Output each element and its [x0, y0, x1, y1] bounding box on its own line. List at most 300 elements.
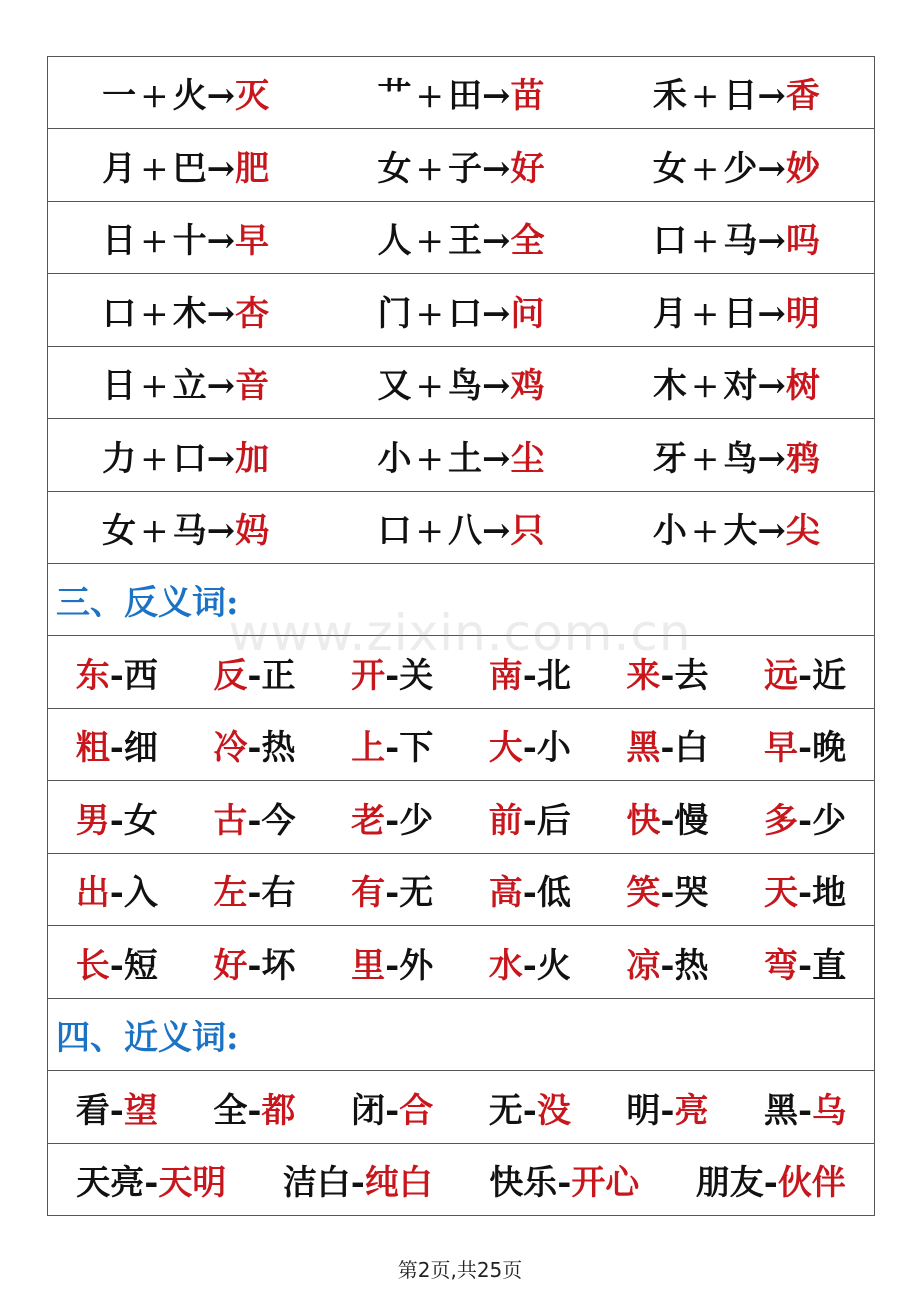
- synonym-word-a: 黑: [764, 1090, 799, 1131]
- dash: -: [109, 800, 124, 841]
- result-character: 音: [235, 366, 270, 406]
- page-footer: 第2页,共25页: [397, 1258, 523, 1282]
- synonym-word-a: 闭: [351, 1090, 386, 1131]
- antonym-word-a: 凉: [626, 945, 661, 986]
- arrow-sign: →: [206, 366, 236, 406]
- dash: -: [522, 800, 537, 841]
- combination-row: [48, 202, 874, 274]
- antonym-word-a: 出: [75, 873, 110, 913]
- antonym-word-b: 西: [123, 655, 158, 696]
- antonym-pair: [186, 720, 324, 769]
- dash: -: [385, 728, 400, 768]
- part-a: 禾: [652, 76, 687, 116]
- plus-sign: +: [690, 511, 720, 551]
- dash: -: [350, 1163, 365, 1203]
- part-a: 木: [652, 366, 687, 406]
- plus-sign: +: [140, 511, 169, 551]
- antonym-row: [48, 781, 874, 854]
- part-b: 火: [172, 76, 207, 116]
- part-b: 对: [723, 366, 758, 406]
- dash: -: [109, 655, 124, 696]
- combination-cell: [599, 213, 874, 262]
- arrow-sign: →: [481, 438, 511, 479]
- dash: -: [109, 873, 124, 913]
- dash: -: [522, 1090, 537, 1131]
- antonym-word-a: 男: [75, 800, 110, 841]
- antonym-word-b: 少: [399, 800, 434, 841]
- result-character: 肥: [235, 148, 270, 189]
- antonym-word-b: 外: [399, 945, 434, 986]
- result-character: 好: [510, 148, 545, 189]
- part-b: 十: [172, 221, 207, 261]
- synonym-pair: [668, 1155, 875, 1204]
- part-a: 人: [377, 221, 412, 261]
- combination-row: [48, 347, 874, 419]
- antonym-row: [48, 636, 874, 709]
- synonym-word-b: 都: [261, 1090, 296, 1131]
- dash: -: [109, 728, 124, 768]
- combination-cell: [323, 213, 598, 262]
- dash: -: [798, 1090, 813, 1131]
- plus-sign: +: [415, 148, 444, 189]
- combination-cell: [48, 286, 323, 335]
- part-a: 牙: [652, 438, 687, 479]
- plus-sign: +: [140, 438, 169, 479]
- combination-cell: [599, 68, 874, 117]
- part-b: 立: [172, 366, 207, 406]
- antonym-word-a: 左: [213, 873, 248, 913]
- result-character: 妙: [785, 148, 820, 189]
- synonym-pair: [48, 1083, 186, 1132]
- dash: -: [385, 945, 400, 986]
- antonym-word-a: 好: [213, 945, 248, 986]
- part-a: 小: [377, 438, 412, 479]
- part-a: 口: [652, 221, 687, 261]
- synonym-word-b: 天明: [158, 1163, 227, 1203]
- arrow-sign: →: [757, 511, 786, 551]
- antonym-word-a: 快: [626, 800, 661, 841]
- antonym-pair: [461, 720, 599, 769]
- antonym-word-b: 火: [536, 945, 571, 986]
- antonym-word-b: 细: [123, 728, 158, 768]
- combination-cell: [48, 503, 323, 552]
- result-character: 尘: [510, 438, 545, 479]
- result-character: 苗: [510, 76, 545, 116]
- synonym-word-b: 开心: [571, 1163, 640, 1203]
- synonym-word-a: 快乐: [489, 1163, 558, 1203]
- synonym-word-a: 明: [626, 1090, 661, 1131]
- antonym-pair: [48, 648, 186, 697]
- result-character: 明: [785, 293, 820, 334]
- antonym-word-b: 哭: [674, 873, 709, 913]
- antonym-word-a: 天: [764, 873, 799, 913]
- plus-sign: +: [690, 76, 720, 116]
- antonym-word-b: 无: [399, 873, 434, 913]
- dash: -: [385, 655, 400, 696]
- part-a: 女: [102, 511, 137, 551]
- antonym-word-b: 热: [674, 945, 709, 986]
- plus-sign: +: [140, 76, 169, 116]
- plus-sign: +: [415, 76, 444, 116]
- part-b: 木: [172, 293, 207, 334]
- dash: -: [385, 800, 400, 841]
- dash: -: [660, 945, 675, 986]
- plus-sign: +: [690, 366, 720, 406]
- antonym-word-a: 高: [488, 873, 523, 913]
- arrow-sign: →: [481, 366, 511, 406]
- antonym-word-a: 冷: [213, 728, 248, 768]
- combination-cell: [323, 503, 598, 552]
- combination-cell: [599, 503, 874, 552]
- combination-cell: [323, 68, 598, 117]
- part-a: 门: [377, 293, 412, 334]
- part-b: 田: [447, 76, 482, 116]
- synonyms-title: 四、近义词:: [56, 1018, 239, 1058]
- synonym-pair: [461, 1083, 599, 1132]
- synonym-row: [48, 1071, 874, 1144]
- part-a: 小: [652, 511, 687, 551]
- antonym-word-a: 水: [488, 945, 523, 986]
- antonym-pair: [323, 720, 461, 769]
- dash: -: [109, 1090, 124, 1131]
- synonym-pair: [323, 1083, 461, 1132]
- antonym-word-a: 来: [626, 655, 661, 696]
- dash: -: [798, 800, 813, 841]
- dash: -: [522, 945, 537, 986]
- synonym-word-b: 没: [536, 1090, 571, 1131]
- part-a: 日: [102, 221, 137, 261]
- antonym-word-b: 女: [123, 800, 158, 841]
- part-a: 力: [102, 438, 137, 479]
- antonyms-heading-row: [48, 564, 874, 636]
- part-b: 口: [447, 293, 482, 334]
- antonym-pair: [461, 938, 599, 987]
- part-b: 子: [447, 148, 482, 189]
- part-b: 马: [172, 511, 207, 551]
- arrow-sign: →: [757, 293, 786, 334]
- antonym-pair: [736, 720, 874, 769]
- antonym-pair: [599, 938, 737, 987]
- plus-sign: +: [690, 438, 720, 479]
- result-character: 尖: [785, 511, 820, 551]
- arrow-sign: →: [757, 76, 786, 116]
- part-b: 马: [723, 221, 758, 261]
- part-a: 一: [102, 76, 137, 116]
- part-b: 鸟: [723, 438, 758, 479]
- plus-sign: +: [415, 438, 444, 479]
- antonyms-section: [48, 636, 874, 999]
- part-b: 日: [723, 293, 758, 334]
- arrow-sign: →: [481, 221, 511, 261]
- plus-sign: +: [140, 148, 169, 189]
- result-character: 问: [510, 293, 545, 334]
- synonym-word-a: 全: [213, 1090, 248, 1131]
- result-character: 鸦: [785, 438, 820, 479]
- antonym-pair: [48, 938, 186, 987]
- antonym-word-b: 关: [399, 655, 434, 696]
- antonym-pair: [186, 865, 324, 914]
- antonym-word-a: 远: [764, 655, 799, 696]
- arrow-sign: →: [481, 293, 511, 334]
- dash: -: [660, 1090, 675, 1131]
- plus-sign: +: [415, 293, 444, 334]
- result-character: 鸡: [510, 366, 545, 406]
- arrow-sign: →: [206, 438, 236, 479]
- combination-cell: [599, 431, 874, 480]
- antonym-pair: [186, 648, 324, 697]
- synonym-pair: [599, 1083, 737, 1132]
- arrow-sign: →: [757, 148, 786, 189]
- antonym-word-b: 白: [674, 728, 709, 768]
- antonym-pair: [461, 865, 599, 914]
- antonym-word-a: 有: [351, 873, 386, 913]
- result-character: 灭: [235, 76, 270, 116]
- antonym-word-a: 粗: [75, 728, 110, 768]
- dash: -: [798, 873, 813, 913]
- dash: -: [247, 800, 262, 841]
- antonym-word-b: 短: [123, 945, 158, 986]
- part-b: 王: [447, 221, 482, 261]
- synonym-word-a: 洁白: [282, 1163, 351, 1203]
- dash: -: [660, 800, 675, 841]
- part-b: 鸟: [447, 366, 482, 406]
- antonym-word-b: 近: [812, 655, 847, 696]
- part-a: 艹: [377, 76, 412, 116]
- antonyms-title: 三、反义词:: [56, 583, 239, 623]
- antonym-word-b: 少: [812, 800, 847, 841]
- dash: -: [385, 873, 400, 913]
- part-b: 大: [723, 511, 758, 551]
- result-character: 早: [235, 221, 270, 261]
- antonym-word-b: 北: [536, 655, 571, 696]
- dash: -: [522, 728, 537, 768]
- combination-cell: [323, 286, 598, 335]
- combination-cell: [599, 286, 874, 335]
- antonym-pair: [323, 865, 461, 914]
- antonym-word-a: 开: [351, 655, 386, 696]
- arrow-sign: →: [481, 148, 511, 189]
- arrow-sign: →: [757, 438, 786, 479]
- synonym-word-b: 纯白: [364, 1163, 433, 1203]
- combination-cell: [48, 68, 323, 117]
- dash: -: [798, 945, 813, 986]
- antonym-word-b: 后: [536, 800, 571, 841]
- synonyms-section: [48, 1071, 874, 1216]
- antonym-pair: [48, 865, 186, 914]
- plus-sign: +: [690, 293, 720, 334]
- antonym-pair: [323, 938, 461, 987]
- dash: -: [798, 655, 813, 696]
- arrow-sign: →: [206, 511, 236, 551]
- combination-cell: [323, 358, 598, 407]
- arrow-sign: →: [206, 148, 236, 189]
- combination-row: [48, 492, 874, 564]
- dash: -: [660, 655, 675, 696]
- antonym-word-a: 里: [351, 945, 386, 986]
- antonym-word-b: 小: [536, 728, 571, 768]
- dash: -: [144, 1163, 159, 1203]
- synonym-pair: [186, 1083, 324, 1132]
- antonym-word-a: 反: [213, 655, 248, 696]
- antonym-pair: [186, 793, 324, 842]
- antonym-pair: [599, 793, 737, 842]
- antonym-word-a: 南: [488, 655, 523, 696]
- synonym-word-b: 亮: [674, 1090, 709, 1131]
- antonym-word-b: 坏: [261, 945, 296, 986]
- result-character: 吗: [785, 221, 820, 261]
- result-character: 杏: [235, 293, 270, 334]
- antonym-word-b: 右: [261, 873, 296, 913]
- antonym-pair: [186, 938, 324, 987]
- antonym-word-a: 东: [75, 655, 110, 696]
- part-b: 八: [447, 511, 482, 551]
- antonym-row: [48, 926, 874, 999]
- dash: -: [247, 873, 262, 913]
- antonym-word-b: 慢: [674, 800, 709, 841]
- part-a: 口: [377, 511, 412, 551]
- plus-sign: +: [690, 148, 720, 189]
- dash: -: [247, 728, 262, 768]
- synonym-row: [48, 1144, 874, 1216]
- synonym-word-a: 朋友: [695, 1163, 764, 1203]
- antonym-pair: [736, 938, 874, 987]
- antonym-word-a: 笑: [626, 873, 661, 913]
- antonym-word-b: 直: [812, 945, 847, 986]
- part-a: 口: [102, 293, 137, 334]
- character-combination-section: [48, 57, 874, 564]
- combination-row: [48, 57, 874, 129]
- antonym-word-b: 去: [674, 655, 709, 696]
- antonym-word-a: 老: [351, 800, 386, 841]
- antonym-word-b: 热: [261, 728, 296, 768]
- part-a: 女: [377, 148, 412, 189]
- antonym-word-a: 弯: [764, 945, 799, 986]
- antonym-word-b: 入: [123, 873, 158, 913]
- antonym-pair: [461, 648, 599, 697]
- antonym-word-b: 地: [812, 873, 847, 913]
- part-b: 巴: [172, 148, 207, 189]
- synonym-word-b: 望: [123, 1090, 158, 1131]
- antonym-pair: [736, 793, 874, 842]
- synonym-word-b: 伙伴: [777, 1163, 846, 1203]
- antonym-word-b: 正: [261, 655, 296, 696]
- combination-row: [48, 419, 874, 492]
- dash: -: [798, 728, 813, 768]
- antonym-pair: [48, 720, 186, 769]
- combination-cell: [48, 358, 323, 407]
- antonym-row: [48, 854, 874, 926]
- plus-sign: +: [140, 293, 169, 334]
- watermark: www.zixin.com.cn: [228, 604, 692, 662]
- synonym-pair: [48, 1155, 255, 1204]
- combination-cell: [599, 358, 874, 407]
- antonym-pair: [599, 648, 737, 697]
- part-a: 又: [377, 366, 412, 406]
- dash: -: [763, 1163, 778, 1203]
- antonym-pair: [736, 648, 874, 697]
- plus-sign: +: [415, 221, 444, 261]
- combination-cell: [599, 141, 874, 190]
- plus-sign: +: [140, 366, 169, 406]
- antonym-word-a: 古: [213, 800, 248, 841]
- antonym-word-a: 长: [75, 945, 110, 986]
- synonym-pair: [255, 1155, 462, 1204]
- dash: -: [247, 1090, 262, 1131]
- combination-cell: [323, 431, 598, 480]
- synonym-word-a: 无: [488, 1090, 523, 1131]
- arrow-sign: →: [206, 76, 236, 116]
- part-a: 日: [102, 366, 137, 406]
- synonym-pair: [736, 1083, 874, 1132]
- part-b: 少: [723, 148, 758, 189]
- combination-row: [48, 274, 874, 347]
- antonym-word-a: 前: [488, 800, 523, 841]
- antonym-pair: [461, 793, 599, 842]
- dash: -: [109, 945, 124, 986]
- antonym-word-a: 多: [764, 800, 799, 841]
- arrow-sign: →: [206, 221, 236, 261]
- part-b: 口: [172, 438, 207, 479]
- arrow-sign: →: [481, 76, 511, 116]
- synonym-pair: [461, 1155, 668, 1204]
- dash: -: [247, 945, 262, 986]
- combination-cell: [48, 213, 323, 262]
- plus-sign: +: [140, 221, 169, 261]
- antonym-word-a: 大: [488, 728, 523, 768]
- antonym-word-b: 今: [261, 800, 296, 841]
- plus-sign: +: [415, 366, 444, 406]
- dash: -: [385, 1090, 400, 1131]
- antonym-row: [48, 709, 874, 781]
- result-character: 加: [235, 438, 270, 479]
- antonym-word-a: 黑: [626, 728, 661, 768]
- antonym-pair: [323, 648, 461, 697]
- antonym-word-a: 早: [764, 728, 799, 768]
- dash: -: [557, 1163, 572, 1203]
- result-character: 树: [785, 366, 820, 406]
- combination-row: [48, 129, 874, 202]
- antonym-word-b: 晚: [812, 728, 847, 768]
- dash: -: [522, 873, 537, 913]
- dash: -: [247, 655, 262, 696]
- dash: -: [660, 728, 675, 768]
- antonym-pair: [48, 793, 186, 842]
- arrow-sign: →: [206, 293, 236, 334]
- antonym-pair: [323, 793, 461, 842]
- dash: -: [522, 655, 537, 696]
- antonym-pair: [736, 865, 874, 914]
- result-character: 妈: [235, 511, 270, 551]
- antonym-word-a: 上: [351, 728, 386, 768]
- arrow-sign: →: [757, 366, 786, 406]
- antonym-pair: [599, 865, 737, 914]
- antonym-word-b: 低: [536, 873, 571, 913]
- worksheet-table: [47, 56, 875, 1216]
- combination-cell: [48, 141, 323, 190]
- result-character: 香: [785, 76, 820, 116]
- combination-cell: [48, 431, 323, 480]
- antonym-pair: [599, 720, 737, 769]
- part-b: 日: [723, 76, 758, 116]
- part-a: 月: [652, 293, 687, 334]
- antonym-word-b: 下: [399, 728, 434, 768]
- plus-sign: +: [415, 511, 444, 551]
- arrow-sign: →: [757, 221, 786, 261]
- arrow-sign: →: [481, 511, 511, 551]
- result-character: 只: [510, 511, 545, 551]
- synonym-word-a: 天亮: [76, 1163, 145, 1203]
- part-a: 月: [102, 148, 137, 189]
